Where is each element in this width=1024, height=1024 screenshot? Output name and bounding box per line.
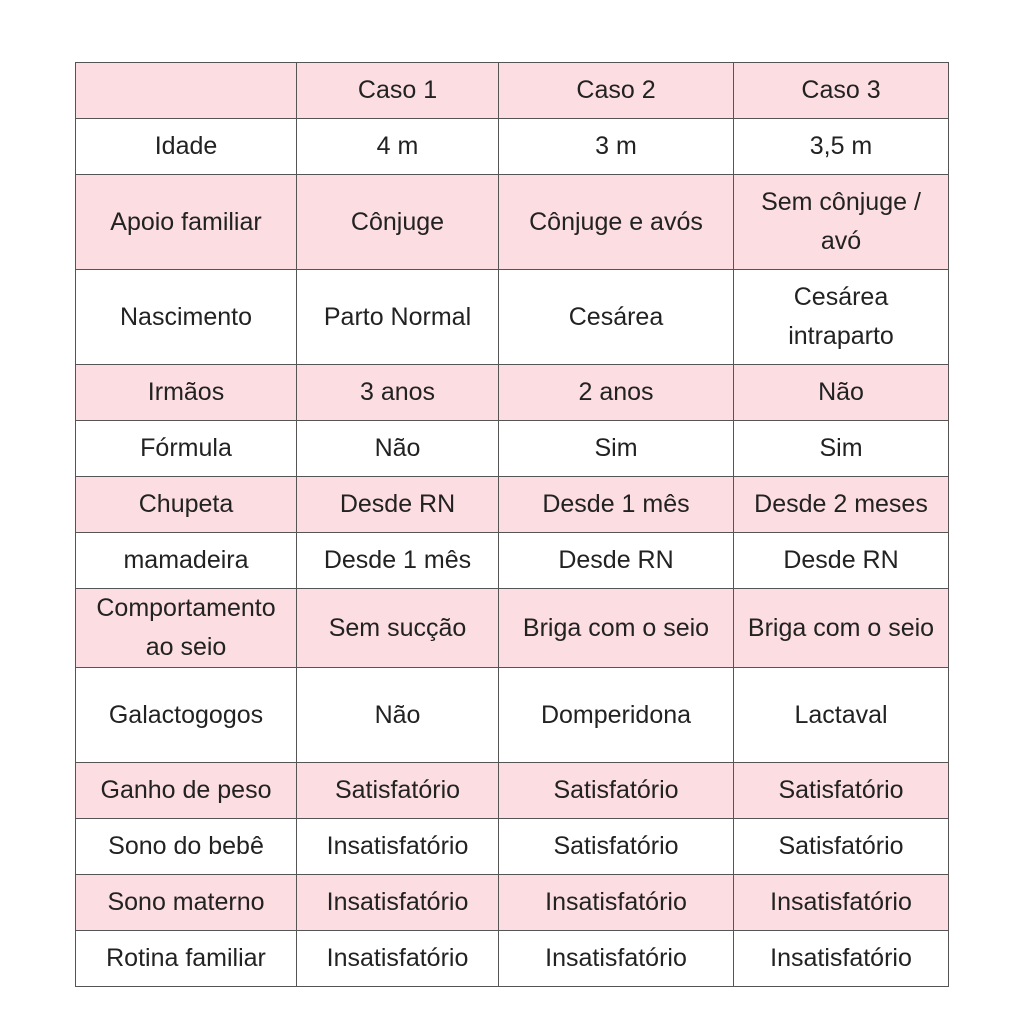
row-label-cell: mamadeira: [76, 533, 297, 589]
table-cell: Desde RN: [499, 533, 734, 589]
table-cell: Desde 1 mês: [297, 533, 499, 589]
table-cell: Desde RN: [734, 533, 949, 589]
row-label-cell: Chupeta: [76, 477, 297, 533]
header-cell: Caso 3: [734, 63, 949, 119]
table-row: [76, 270, 949, 365]
table-cell: Satisfatório: [734, 819, 949, 875]
table-cell: Satisfatório: [297, 763, 499, 819]
table-cell: Insatisfatório: [499, 931, 734, 987]
row-label-cell: Sono materno: [76, 875, 297, 931]
row-label-cell: Rotina familiar: [76, 931, 297, 987]
table-cell: Não: [297, 668, 499, 763]
table-cell: Satisfatório: [499, 763, 734, 819]
case-comparison-table: [75, 62, 949, 987]
table-cell: Sem cônjuge / avó: [734, 175, 949, 270]
row-label-cell: Ganho de peso: [76, 763, 297, 819]
table-row: [76, 763, 949, 819]
table-cell: Insatisfatório: [734, 875, 949, 931]
table-cell: Parto Normal: [297, 270, 499, 365]
row-label-cell: Nascimento: [76, 270, 297, 365]
table-row: [76, 668, 949, 763]
table-row: [76, 421, 949, 477]
table-cell: Desde 1 mês: [499, 477, 734, 533]
table-cell: Insatisfatório: [297, 819, 499, 875]
table-cell: Briga com o seio: [499, 589, 734, 668]
table-cell: Sim: [734, 421, 949, 477]
table-row: [76, 175, 949, 270]
table-cell: Cônjuge: [297, 175, 499, 270]
row-label-cell: Comportamento ao seio: [76, 589, 297, 668]
table-row: [76, 931, 949, 987]
table-cell: Não: [297, 421, 499, 477]
row-label-cell: Fórmula: [76, 421, 297, 477]
table-container: [75, 62, 949, 987]
table-cell: Insatisfatório: [734, 931, 949, 987]
table-row: [76, 875, 949, 931]
table-cell: Insatisfatório: [297, 875, 499, 931]
row-label-cell: Irmãos: [76, 365, 297, 421]
row-label-cell: Galactogogos: [76, 668, 297, 763]
header-cell: Caso 2: [499, 63, 734, 119]
table-cell: 4 m: [297, 119, 499, 175]
table-cell: Cesárea: [499, 270, 734, 365]
table-cell: Briga com o seio: [734, 589, 949, 668]
header-cell: Caso 1: [297, 63, 499, 119]
row-label-cell: Idade: [76, 119, 297, 175]
table-cell: 2 anos: [499, 365, 734, 421]
table-cell: Desde 2 meses: [734, 477, 949, 533]
table-row: [76, 119, 949, 175]
table-cell: 3,5 m: [734, 119, 949, 175]
table-cell: 3 anos: [297, 365, 499, 421]
table-cell: Satisfatório: [734, 763, 949, 819]
table-cell: Insatisfatório: [499, 875, 734, 931]
header-cell: [76, 63, 297, 119]
table-cell: 3 m: [499, 119, 734, 175]
table-cell: Domperidona: [499, 668, 734, 763]
table-row: [76, 589, 949, 668]
table-row: [76, 477, 949, 533]
table-body: [76, 63, 949, 987]
table-cell: Satisfatório: [499, 819, 734, 875]
table-cell: Não: [734, 365, 949, 421]
table-cell: Insatisfatório: [297, 931, 499, 987]
table-row: [76, 365, 949, 421]
table-row: [76, 819, 949, 875]
row-label-cell: Sono do bebê: [76, 819, 297, 875]
table-cell: Cônjuge e avós: [499, 175, 734, 270]
table-cell: Sem sucção: [297, 589, 499, 668]
table-cell: Sim: [499, 421, 734, 477]
table-cell: Cesárea intraparto: [734, 270, 949, 365]
header-row: [76, 63, 949, 119]
table-cell: Lactaval: [734, 668, 949, 763]
table-row: [76, 533, 949, 589]
row-label-cell: Apoio familiar: [76, 175, 297, 270]
table-cell: Desde RN: [297, 477, 499, 533]
